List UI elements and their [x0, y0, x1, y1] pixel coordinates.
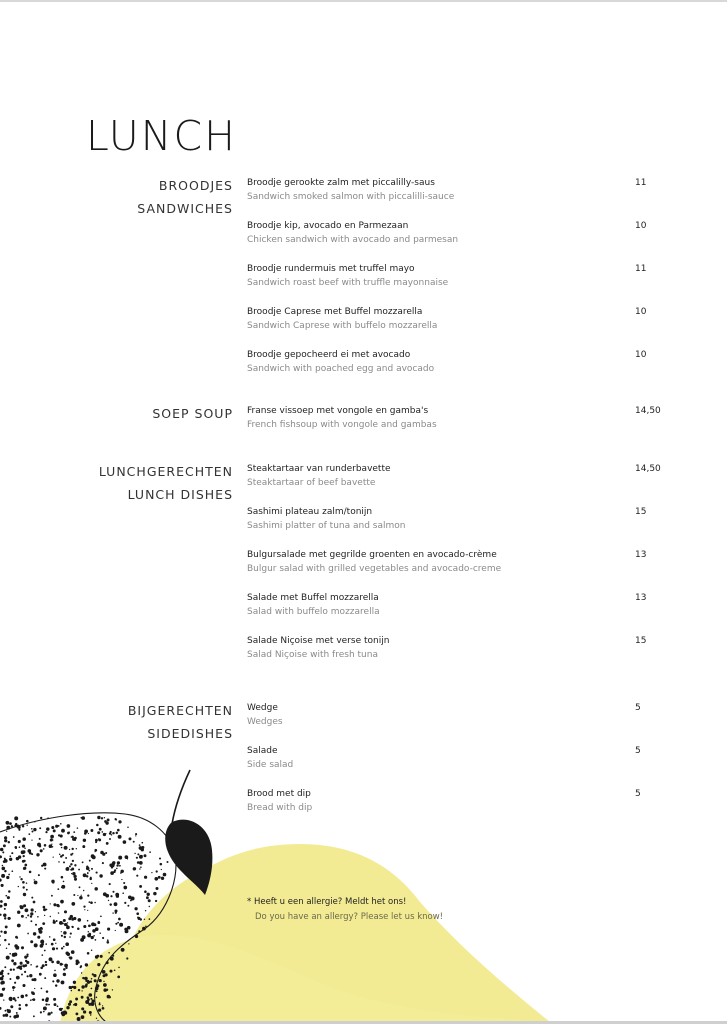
menu-item-name: Steaktartaar van runderbavette [247, 464, 391, 474]
menu-item-name: Franse vissoep met vongole en gamba's [247, 406, 429, 416]
menu-item [247, 404, 647, 432]
menu-item-name: Sashimi plateau zalm/tonijn [247, 507, 373, 517]
menu-item [247, 787, 647, 815]
menu-item-name: Salade Niçoise met verse tonijn [247, 636, 390, 646]
menu-item-translation: Steaktartaar of beef bavette [247, 478, 376, 488]
menu-item-name: Broodje rundermuis met truffel mayo [247, 264, 415, 274]
menu-item [247, 591, 647, 619]
section-title [152, 402, 233, 425]
menu-item-name: Brood met dip [247, 789, 311, 799]
section-title-line: SIDEDISHES [147, 726, 233, 741]
section-title-line: BIJGERECHTEN [127, 703, 233, 718]
section-title-line: LUNCHGERECHTEN [98, 464, 233, 479]
menu-item-name: Salade [247, 746, 278, 756]
menu-item-translation: Salad with buffelo mozzarella [247, 607, 380, 617]
menu-item [247, 219, 647, 247]
menu-item-name: Broodje gerookte zalm met piccalilly-saus [247, 178, 435, 188]
menu-item-price: 10 [635, 350, 647, 360]
menu-item-translation: Sandwich with poached egg and avocado [247, 364, 435, 374]
menu-item [247, 305, 647, 333]
menu-item-translation: Wedges [247, 717, 283, 727]
menu-item-price: 15 [635, 636, 647, 646]
section-title-line: SOEP SOUP [152, 406, 233, 421]
menu-item-name: Salade met Buffel mozzarella [247, 593, 379, 603]
menu-item-price: 5 [635, 746, 641, 756]
menu-item-price: 13 [635, 593, 647, 603]
menu-item-price: 5 [635, 789, 641, 799]
page-title: LUNCH [86, 112, 237, 160]
menu-item-translation: Chicken sandwich with avocado and parmesan [247, 235, 459, 245]
pear-stem [172, 770, 190, 824]
menu-item-price: 5 [635, 703, 641, 713]
section-title-line: BROODJES [158, 178, 233, 193]
section-title [99, 460, 233, 506]
menu-item-translation: Bread with dip [247, 803, 313, 813]
menu-item-translation: Sashimi platter of tuna and salmon [247, 521, 406, 531]
allergy-note [247, 895, 443, 925]
menu-item-price: 14,50 [635, 406, 661, 416]
menu-item-translation: Sandwich Caprese with buffelo mozzarella [247, 321, 438, 331]
menu-item [247, 176, 647, 204]
menu-item [247, 634, 647, 662]
menu-item-name: Broodje kip, avocado en Parmezaan [247, 221, 409, 231]
menu-item-price: 13 [635, 550, 647, 560]
menu-item-price: 15 [635, 507, 647, 517]
menu-item-price: 14,50 [635, 464, 661, 474]
menu-item-name: Bulgursalade met gegrilde groenten en avocado-crème [247, 550, 497, 560]
menu-item-translation: Sandwich roast beef with truffle mayonnaise [247, 278, 449, 288]
menu-item-translation: Salad Niçoise with fresh tuna [247, 650, 378, 660]
menu-item [247, 505, 647, 533]
menu-item [247, 462, 647, 490]
menu-item-translation: French fishsoup with vongole and gambas [247, 420, 437, 430]
menu-item-translation: Side salad [247, 760, 294, 770]
menu-item-price: 11 [635, 264, 647, 274]
menu-item [247, 348, 647, 376]
menu-item [247, 262, 647, 290]
menu-item [247, 548, 647, 576]
menu-item-name: Broodje gepocheerd ei met avocado [247, 350, 411, 360]
menu-item-price: 11 [635, 178, 647, 188]
menu-item [247, 701, 647, 729]
section-title-line: LUNCH DISHES [127, 487, 233, 502]
menu-item-name: Broodje Caprese met Buffel mozzarella [247, 307, 423, 317]
section-title [137, 174, 233, 220]
menu-item-price: 10 [635, 307, 647, 317]
section-title-line: SANDWICHES [137, 201, 233, 216]
menu-item-translation: Bulgur salad with grilled vegetables and avocado-creme [247, 564, 502, 574]
menu-item-price: 10 [635, 221, 647, 231]
menu-item-name: Wedge [247, 703, 278, 713]
allergy-note-dutch: * Heeft u een allergie? Meldt het ons! [247, 897, 407, 907]
allergy-note-english: Do you have an allergy? Please let us know! [255, 912, 444, 922]
menu-item-translation: Sandwich smoked salmon with piccalilli-sauce [247, 192, 455, 202]
menu-item [247, 744, 647, 772]
section-title [128, 699, 233, 745]
